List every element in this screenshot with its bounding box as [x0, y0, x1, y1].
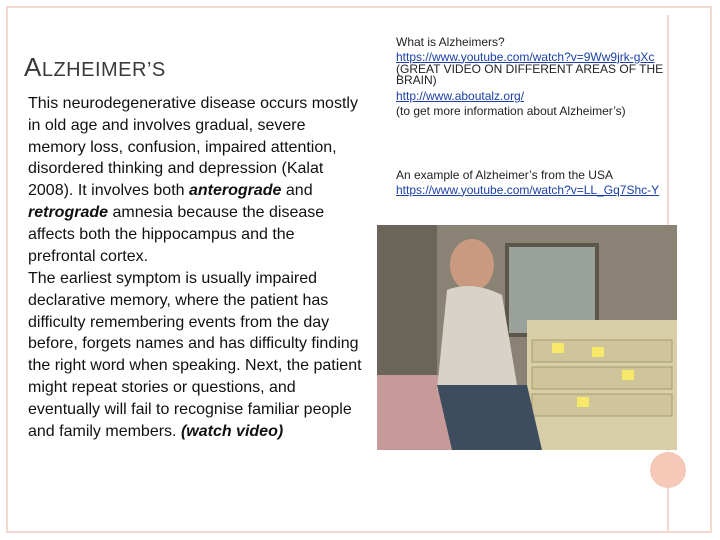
- decorative-line-lower: [667, 488, 669, 533]
- term-retrograde: retrograde: [28, 203, 109, 221]
- paragraph1-text-c: and: [281, 182, 313, 200]
- paragraph-symptoms: [28, 268, 362, 442]
- youtube-link-usa[interactable]: https://www.youtube.com/watch?v=LL_Gq7Shc-Y: [396, 182, 660, 197]
- term-anterograde: anterograde: [188, 182, 282, 200]
- decorative-circle: [650, 452, 686, 488]
- resource-note-1: (GREAT VIDEO ON DIFFERENT AREAS OF THE BRAIN): [396, 62, 664, 87]
- photo-drawer-2: [532, 367, 672, 389]
- photo-note-2: [592, 347, 604, 357]
- photo-note-4: [577, 397, 589, 407]
- watch-video-link[interactable]: (watch video): [180, 422, 284, 440]
- paragraph1-text-a: This neurodegenerative disease occurs mostly in old age and involves gradual, severe memory loss, confusion, impaired attention, disordered thinking and depression (Kalat 2008). It involves both: [28, 95, 358, 200]
- paragraph2-text: The earliest symptom is usually impaired declarative memory, where the patient has difficulty remembering events from the day before, forgets names and has difficulty finding the right word when speaking. Next, the patient might repeat stories or questions, and eventually will fail to recognise familiar people and family members.: [28, 270, 362, 440]
- resource-note-2: (to get more information about Alzheimer’s): [396, 103, 626, 118]
- photo-drawer-3: [532, 394, 672, 416]
- resources-block-2: [396, 168, 671, 197]
- photo-illustration: [377, 225, 677, 450]
- photo-pants: [437, 385, 542, 450]
- paragraph-definition: [28, 93, 362, 267]
- photo-head: [450, 239, 494, 291]
- resource-question-2: An example of Alzheimer’s from the USA: [396, 168, 613, 182]
- resource-question-1: What is Alzheimers?: [396, 35, 505, 49]
- slide-title: [24, 52, 166, 83]
- title-initial: A: [24, 52, 42, 82]
- photo-note-1: [552, 343, 564, 353]
- aboutalz-link[interactable]: http://www.aboutalz.org/: [396, 89, 525, 103]
- title-rest: LZHEIMER’S: [41, 59, 166, 81]
- youtube-link-brain[interactable]: https://www.youtube.com/watch?v=9Ww9jrk-gXc: [396, 49, 655, 64]
- photo-elderly-man: [377, 225, 677, 450]
- photo-note-3: [622, 370, 634, 380]
- resources-block-1: [396, 35, 671, 118]
- paragraph1-text-e: amnesia because the disease affects both the hippocampus and the prefrontal cortex.: [28, 203, 325, 265]
